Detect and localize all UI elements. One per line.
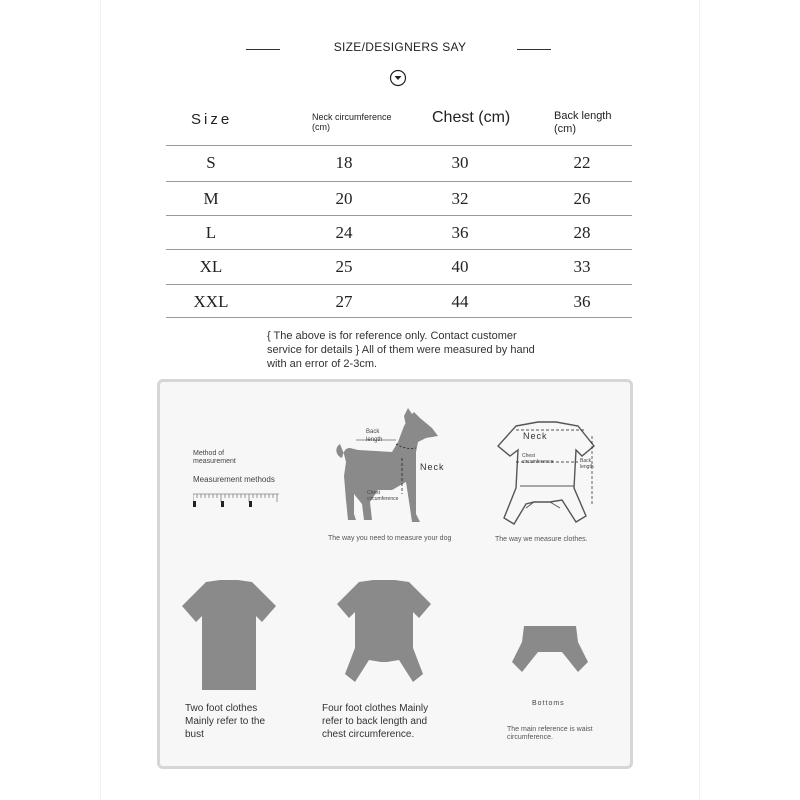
cell-back: 36 — [573, 292, 591, 311]
cell-chest: 32 — [451, 189, 469, 208]
table-row — [166, 249, 632, 284]
four-foot-suit-icon — [335, 578, 433, 696]
table-row — [166, 284, 632, 319]
two-foot-label: Two foot clothes Mainly refer to the bust — [185, 703, 266, 740]
bottoms-icon — [510, 622, 590, 680]
methods-label: Measurement methods — [193, 475, 275, 484]
dog-back-label: Back length — [366, 429, 383, 443]
cell-neck: 24 — [335, 223, 353, 242]
cell-back: 26 — [573, 189, 591, 208]
shirt-back-label: Back length — [580, 458, 594, 470]
header-back: Back length (cm) — [554, 110, 612, 135]
bottom-caption: The main reference is waist circumference. — [507, 726, 593, 741]
four-foot-label: Four foot clothes Mainly refer to back length and chest circumference. — [322, 703, 429, 740]
cell-chest: 44 — [451, 292, 469, 311]
tape-measure-icon — [193, 484, 283, 508]
chevron-down-icon[interactable] — [389, 69, 407, 87]
page-title: SIZE/DESIGNERS SAY — [333, 40, 467, 54]
dog-chest-label: Chest circumference — [367, 490, 399, 502]
cell-chest: 36 — [451, 223, 469, 242]
cell-size: S — [206, 153, 216, 172]
cell-size: XXL — [193, 292, 229, 311]
cell-chest: 40 — [451, 257, 469, 276]
cell-neck: 27 — [335, 292, 353, 311]
cell-chest: 30 — [451, 153, 469, 172]
cell-size: L — [205, 223, 217, 242]
method-label: Method of measurement — [193, 450, 236, 465]
header-chest: Chest (cm) — [432, 109, 511, 126]
cell-size: XL — [199, 257, 223, 276]
table-row — [166, 181, 632, 216]
dog-neck-label: Neck — [420, 462, 445, 472]
shirt-caption: The way we measure clothes. — [495, 536, 588, 543]
header-size: Size — [191, 111, 233, 128]
shirt-chest-label: Chest circumference — [522, 453, 554, 465]
cell-neck: 20 — [335, 189, 353, 208]
bottom-label: Bottoms — [532, 700, 565, 707]
shirt-neck-label: Neck — [523, 431, 548, 441]
table-row — [166, 145, 632, 180]
cell-back: 33 — [573, 257, 591, 276]
table-row — [166, 215, 632, 250]
measurement-guide-panel — [157, 379, 633, 769]
table-bottom-rule — [166, 317, 632, 318]
two-foot-shirt-icon — [180, 578, 278, 692]
header-neck: Neck circumference (cm) — [312, 112, 392, 132]
cell-back: 22 — [573, 153, 591, 172]
cell-neck: 25 — [335, 257, 353, 276]
dog-caption: The way you need to measure your dog — [328, 535, 452, 542]
cell-size: M — [203, 189, 219, 208]
cell-back: 28 — [573, 223, 591, 242]
cell-neck: 18 — [335, 153, 353, 172]
reference-note: { The above is for reference only. Contact customer service for details } All of them were measured by hand with an error of 2-3cm. — [267, 330, 535, 370]
